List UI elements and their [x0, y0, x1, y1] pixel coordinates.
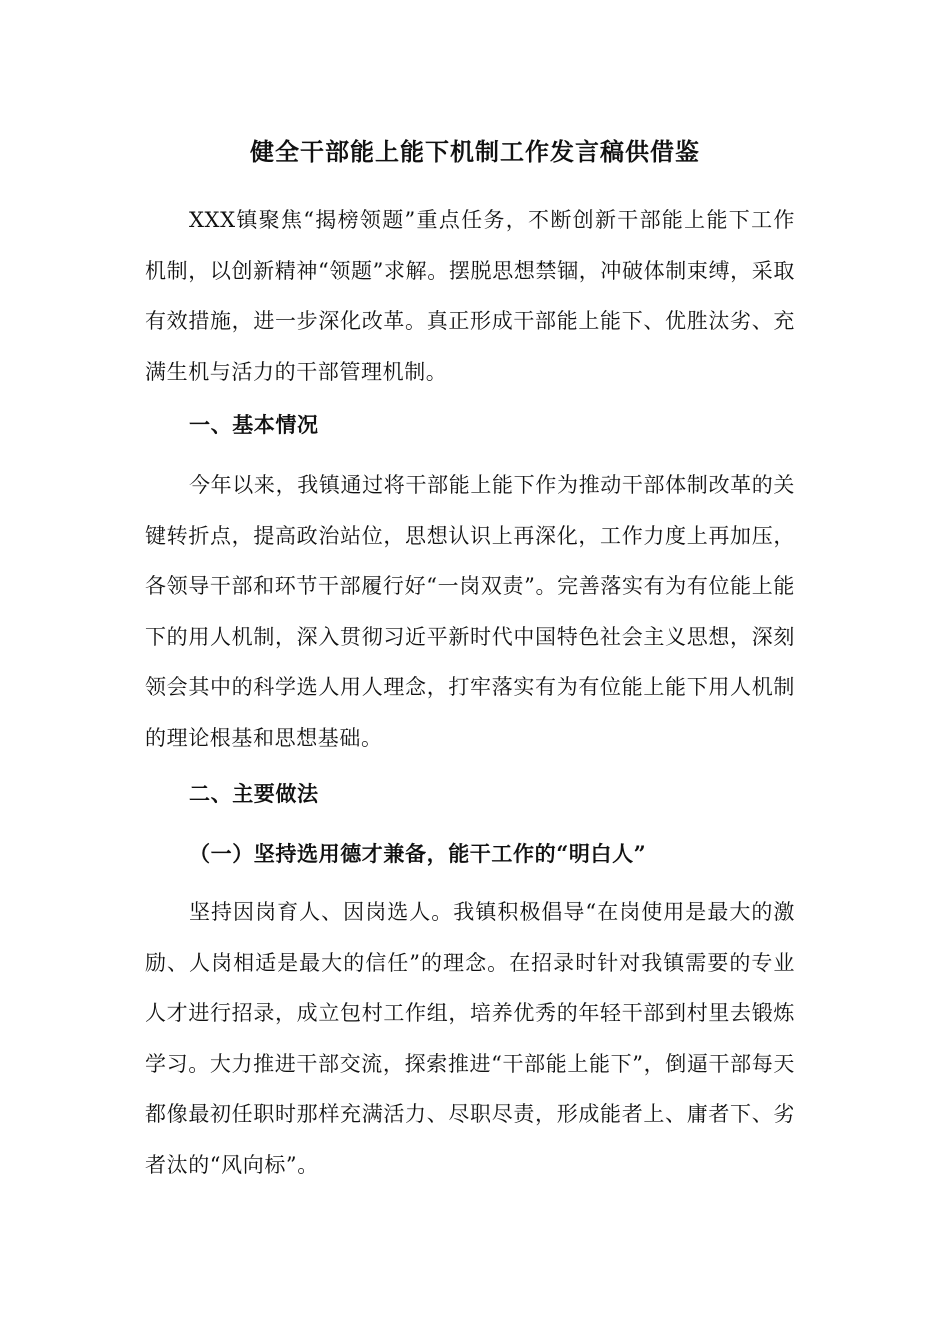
- subsection-1-paragraph: 坚持因岗育人、因岗选人。我镇积极倡导“在岗使用是最大的激励、人岗相适是最大的信任”的理念。在招录时针对我镇需要的专业人才进行招录，成立包村工作组，培养优秀的年轻干部到村里去锻炼学习。大力推进干部交流，探索推进“干部能上能下”，倒逼干部每天都像最初任职时那样充满活力、尽职尽责，形成能者上、庸者下、劣者汰的“风向标”。: [145, 900, 795, 1177]
- section-heading-main-practices: 二、主要做法: [189, 781, 319, 806]
- section-heading-basic-situation: 一、基本情况: [189, 412, 319, 437]
- subsection-heading-1: （一）坚持选用德才兼备，能干工作的“明白人”: [189, 841, 647, 866]
- document-title: 健全干部能上能下机制工作发言稿供借鉴: [250, 137, 700, 166]
- intro-paragraph: XXX镇聚焦“揭榜领题”重点任务，不断创新干部能上能下工作机制，以创新精神“领题”求解。摆脱思想禁锢，冲破体制束缚，采取有效措施，进一步深化改革。真正形成干部能上能下、优胜汰劣、充满生机与活力的干部管理机制。: [145, 208, 795, 384]
- section-basic-situation-paragraph: 今年以来，我镇通过将干部能上能下作为推动干部体制改革的关键转折点，提高政治站位，思想认识上再深化，工作力度上再加压，各领导干部和环节干部履行好“一岗双责”。完善落实有为有位能上能下的用人机制，深入贯彻习近平新时代中国特色社会主义思想，深刻领会其中的科学选人用人理念，打牢落实有为有位能上能下用人机制的理论根基和思想基础。: [145, 473, 795, 750]
